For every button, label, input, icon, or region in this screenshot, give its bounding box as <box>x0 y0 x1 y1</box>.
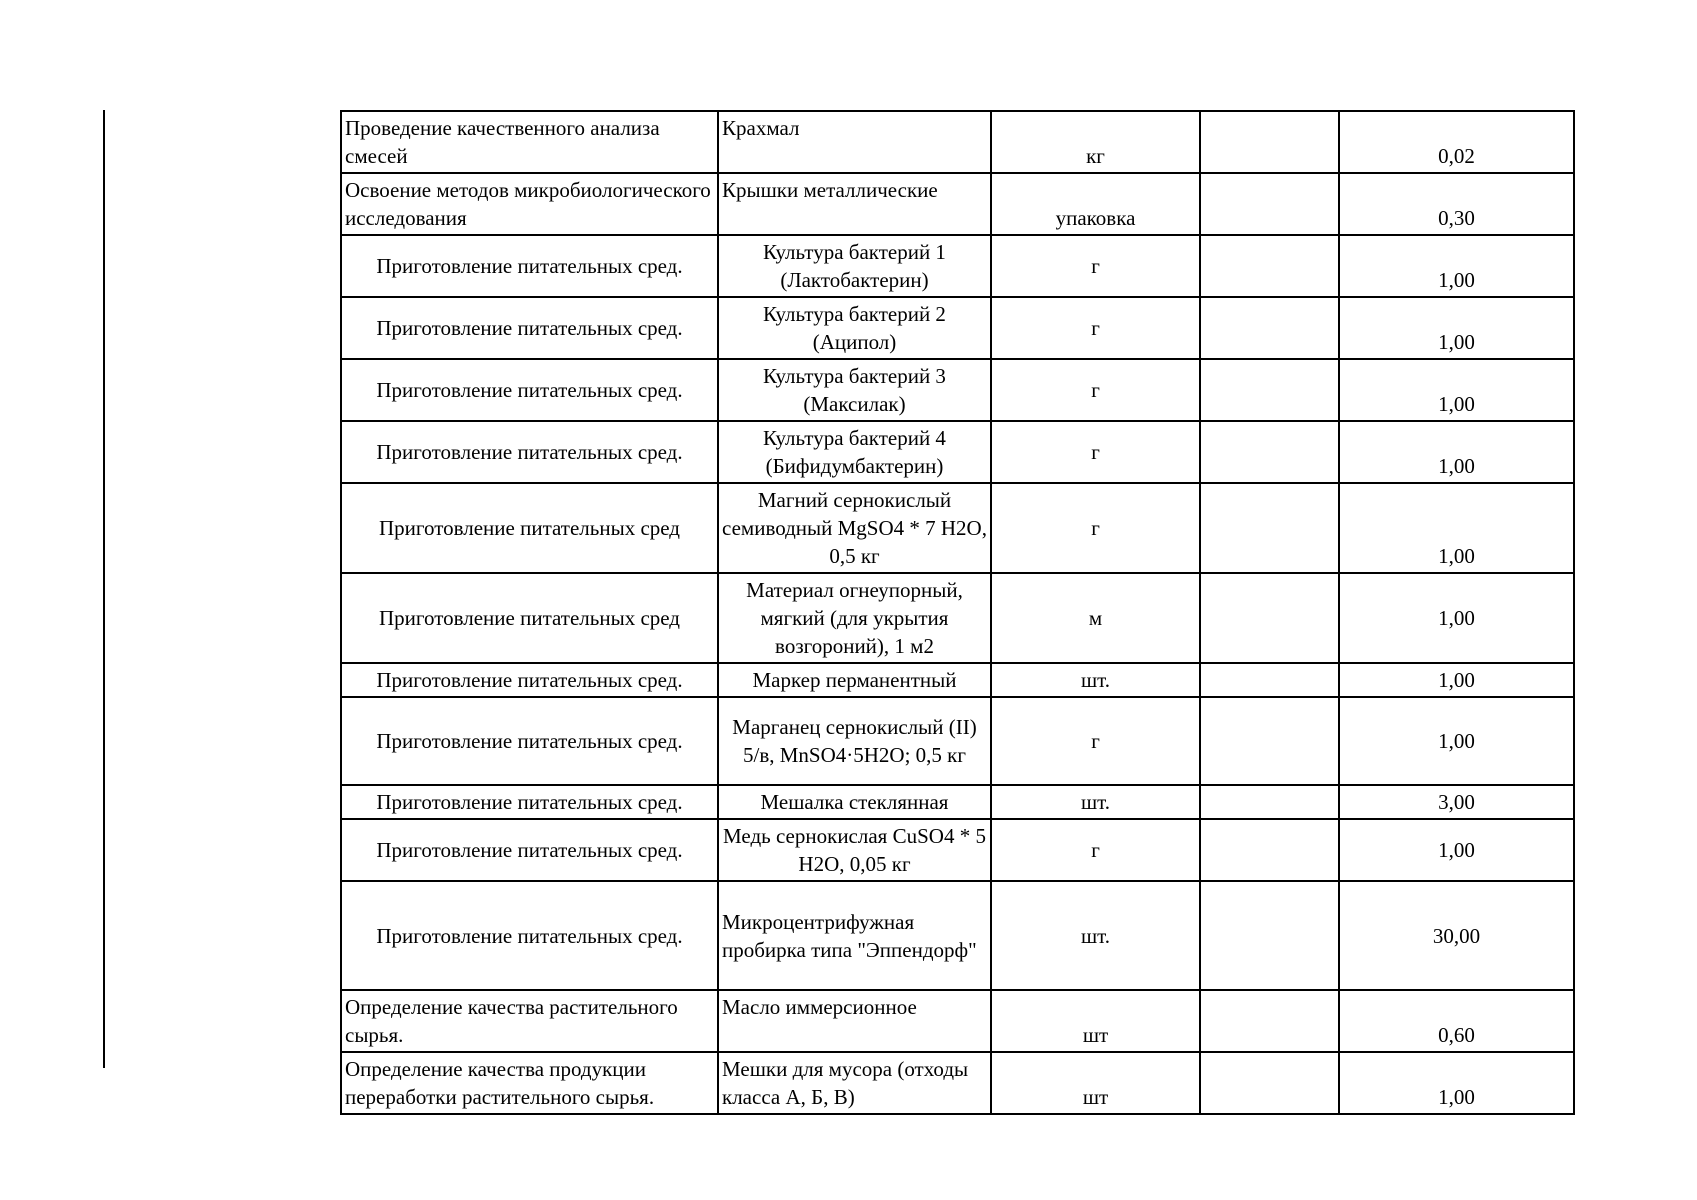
empty-cell <box>1200 573 1339 663</box>
empty-cell <box>1200 990 1339 1052</box>
quantity-cell: 1,00 <box>1339 421 1574 483</box>
materials-table <box>340 110 1575 1115</box>
unit-cell: м <box>991 573 1200 663</box>
empty-cell <box>1200 697 1339 785</box>
activity-cell: Определение качества продукции переработки растительного сырья. <box>341 1052 718 1114</box>
material-cell: Микроцентрифужная пробирка типа "Эппендорф" <box>718 881 991 990</box>
activity-cell: Приготовление питательных сред. <box>341 881 718 990</box>
unit-cell: шт. <box>991 881 1200 990</box>
empty-cell <box>1200 359 1339 421</box>
table-row <box>341 297 1574 359</box>
activity-cell: Приготовление питательных сред. <box>341 663 718 697</box>
empty-cell <box>1200 111 1339 173</box>
unit-cell: г <box>991 819 1200 881</box>
material-cell: Крышки металлические <box>718 173 991 235</box>
margin-rule <box>103 110 105 1068</box>
material-cell: Марганец сернокислый (II) 5/в, MnSO4·5H2O; 0,5 кг <box>718 697 991 785</box>
activity-cell: Приготовление питательных сред. <box>341 421 718 483</box>
unit-cell: г <box>991 297 1200 359</box>
activity-cell: Приготовление питательных сред <box>341 483 718 573</box>
unit-cell: г <box>991 359 1200 421</box>
material-cell: Культура бактерий 2 (Аципол) <box>718 297 991 359</box>
activity-cell: Приготовление питательных сред. <box>341 297 718 359</box>
empty-cell <box>1200 235 1339 297</box>
empty-cell <box>1200 483 1339 573</box>
table-row <box>341 573 1574 663</box>
activity-cell: Приготовление питательных сред. <box>341 819 718 881</box>
activity-cell: Определение качества растительного сырья. <box>341 990 718 1052</box>
quantity-cell: 1,00 <box>1339 235 1574 297</box>
activity-cell: Приготовление питательных сред. <box>341 785 718 819</box>
activity-cell: Приготовление питательных сред. <box>341 235 718 297</box>
unit-cell: шт <box>991 990 1200 1052</box>
quantity-cell: 1,00 <box>1339 573 1574 663</box>
activity-cell: Приготовление питательных сред <box>341 573 718 663</box>
table-row <box>341 990 1574 1052</box>
unit-cell: г <box>991 697 1200 785</box>
unit-cell: шт <box>991 1052 1200 1114</box>
table-row <box>341 359 1574 421</box>
material-cell: Мешалка стеклянная <box>718 785 991 819</box>
table-row <box>341 235 1574 297</box>
activity-cell: Приготовление питательных сред. <box>341 359 718 421</box>
material-cell: Культура бактерий 1 (Лактобактерин) <box>718 235 991 297</box>
material-cell: Маркер перманентный <box>718 663 991 697</box>
empty-cell <box>1200 663 1339 697</box>
unit-cell: г <box>991 421 1200 483</box>
table-row <box>341 421 1574 483</box>
empty-cell <box>1200 421 1339 483</box>
unit-cell: шт. <box>991 785 1200 819</box>
empty-cell <box>1200 1052 1339 1114</box>
quantity-cell: 1,00 <box>1339 297 1574 359</box>
quantity-cell: 1,00 <box>1339 663 1574 697</box>
table-row <box>341 663 1574 697</box>
table-row <box>341 111 1574 173</box>
quantity-cell: 3,00 <box>1339 785 1574 819</box>
activity-cell: Освоение методов микробиологического исследования <box>341 173 718 235</box>
quantity-cell: 1,00 <box>1339 819 1574 881</box>
material-cell: Материал огнеупорный, мягкий (для укрытия возгороний), 1 м2 <box>718 573 991 663</box>
material-cell: Мешки для мусора (отходы класса А, Б, В) <box>718 1052 991 1114</box>
quantity-cell: 1,00 <box>1339 483 1574 573</box>
table-row <box>341 697 1574 785</box>
unit-cell: кг <box>991 111 1200 173</box>
unit-cell: г <box>991 235 1200 297</box>
quantity-cell: 30,00 <box>1339 881 1574 990</box>
activity-cell: Приготовление питательных сред. <box>341 697 718 785</box>
material-cell: Магний сернокислый семиводный MgSO4 * 7 H2O, 0,5 кг <box>718 483 991 573</box>
activity-cell: Проведение качественного анализа смесей <box>341 111 718 173</box>
table-row <box>341 1052 1574 1114</box>
empty-cell <box>1200 297 1339 359</box>
material-cell: Крахмал <box>718 111 991 173</box>
table-row <box>341 881 1574 990</box>
material-cell: Культура бактерий 3 (Максилак) <box>718 359 991 421</box>
empty-cell <box>1200 785 1339 819</box>
quantity-cell: 0,30 <box>1339 173 1574 235</box>
unit-cell: шт. <box>991 663 1200 697</box>
empty-cell <box>1200 881 1339 990</box>
empty-cell <box>1200 819 1339 881</box>
material-cell: Медь сернокислая CuSO4 * 5 H2O, 0,05 кг <box>718 819 991 881</box>
table-row <box>341 785 1574 819</box>
table-row <box>341 483 1574 573</box>
unit-cell: упаковка <box>991 173 1200 235</box>
material-cell: Культура бактерий 4 (Бифидумбактерин) <box>718 421 991 483</box>
quantity-cell: 0,02 <box>1339 111 1574 173</box>
material-cell: Масло иммерсионное <box>718 990 991 1052</box>
empty-cell <box>1200 173 1339 235</box>
quantity-cell: 1,00 <box>1339 1052 1574 1114</box>
table-row <box>341 173 1574 235</box>
quantity-cell: 1,00 <box>1339 359 1574 421</box>
unit-cell: г <box>991 483 1200 573</box>
quantity-cell: 1,00 <box>1339 697 1574 785</box>
table-row <box>341 819 1574 881</box>
quantity-cell: 0,60 <box>1339 990 1574 1052</box>
